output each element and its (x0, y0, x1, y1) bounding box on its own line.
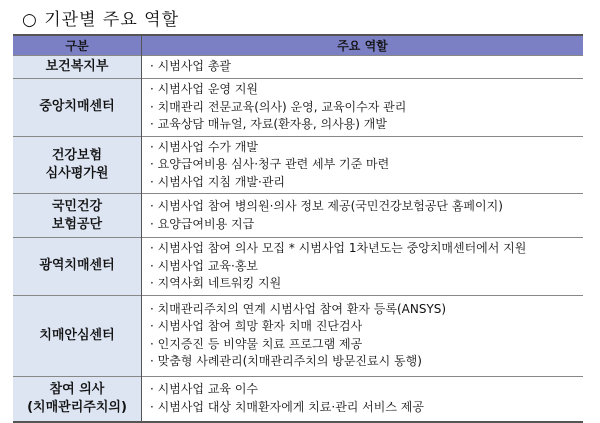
org-cell (13, 79, 142, 137)
table-row (13, 56, 583, 79)
org-name-line: 심사평가원 (45, 165, 109, 181)
table-row (13, 295, 583, 376)
role-item: · 치매관리 전문교육(의사) 운영, 교육이수자 관리 (150, 99, 583, 117)
org-cell (13, 238, 142, 296)
roles-cell (142, 238, 584, 296)
role-item: · 시범사업 참여 희망 환자 치매 진단검사 (150, 318, 583, 336)
roles-cell (142, 136, 584, 194)
roles-cell (142, 194, 584, 238)
role-item: · 시범사업 운영 지원 (150, 81, 583, 99)
table-row (13, 79, 583, 137)
roles-cell (142, 56, 584, 79)
org-name-line: 중앙치매센터 (39, 99, 115, 115)
role-item: · 시범사업 참여 병의원·의사 정보 제공(국민건강보험공단 홈페이지) (150, 198, 583, 216)
org-name-line: 참여 의사 (49, 381, 105, 397)
org-name-line: 국민건강 (51, 198, 103, 214)
role-item: · 맞춤형 사례관리(치매관리주치의 방문진료시 동행) (150, 353, 583, 371)
role-item: · 치매관리주치의 연계 시범사업 참여 환자 등록(ANSYS) (150, 301, 583, 319)
role-item: · 시범사업 대상 치매환자에게 치료·관리 서비스 제공 (150, 399, 583, 417)
role-item: · 시범사업 총괄 (150, 58, 583, 76)
roles-cell (142, 376, 584, 422)
roles-table (13, 34, 583, 423)
header-roles: 주요 역할 (142, 35, 584, 56)
org-name-line: 보험공단 (51, 216, 103, 232)
header-org: 구분 (13, 35, 142, 56)
table-header-row (13, 35, 583, 56)
role-item: · 시범사업 교육 이수 (150, 381, 583, 399)
table-row (13, 194, 583, 238)
org-name-line: 치매안심센터 (39, 327, 115, 343)
role-item: · 시범사업 지침 개발·관리 (150, 174, 583, 192)
org-cell (13, 56, 142, 79)
org-cell (13, 295, 142, 376)
role-item: · 요양급여비용 심사·청구 관련 세부 기준 마련 (150, 156, 583, 174)
table-row (13, 238, 583, 296)
role-item: · 시범사업 교육·홍보 (150, 258, 583, 276)
role-item: · 인지증진 등 비약물 치료 프로그램 제공 (150, 336, 583, 354)
org-cell (13, 376, 142, 422)
role-item: · 시범사업 참여 의사 모집 * 시범사업 1차년도는 중앙치매센터에서 지원 (150, 240, 583, 258)
org-name-line: 광역치매센터 (39, 258, 115, 274)
org-name-line: (치매관리주치의) (27, 399, 127, 415)
roles-cell (142, 295, 584, 376)
org-cell (13, 194, 142, 238)
role-item: · 교육상담 매뉴얼, 자료(환자용, 의사용) 개발 (150, 116, 583, 134)
roles-cell (142, 79, 584, 137)
role-item: · 요양급여비용 지급 (150, 216, 583, 234)
section-title: ○ 기관별 주요 역할 (22, 10, 179, 30)
org-cell (13, 136, 142, 194)
role-item: · 지역사회 네트워킹 지원 (150, 275, 583, 293)
org-name-line: 보건복지부 (45, 59, 109, 74)
table-row (13, 136, 583, 194)
org-name-line: 건강보험 (51, 147, 103, 163)
table-row (13, 376, 583, 422)
role-item: · 시범사업 수가 개발 (150, 139, 583, 157)
